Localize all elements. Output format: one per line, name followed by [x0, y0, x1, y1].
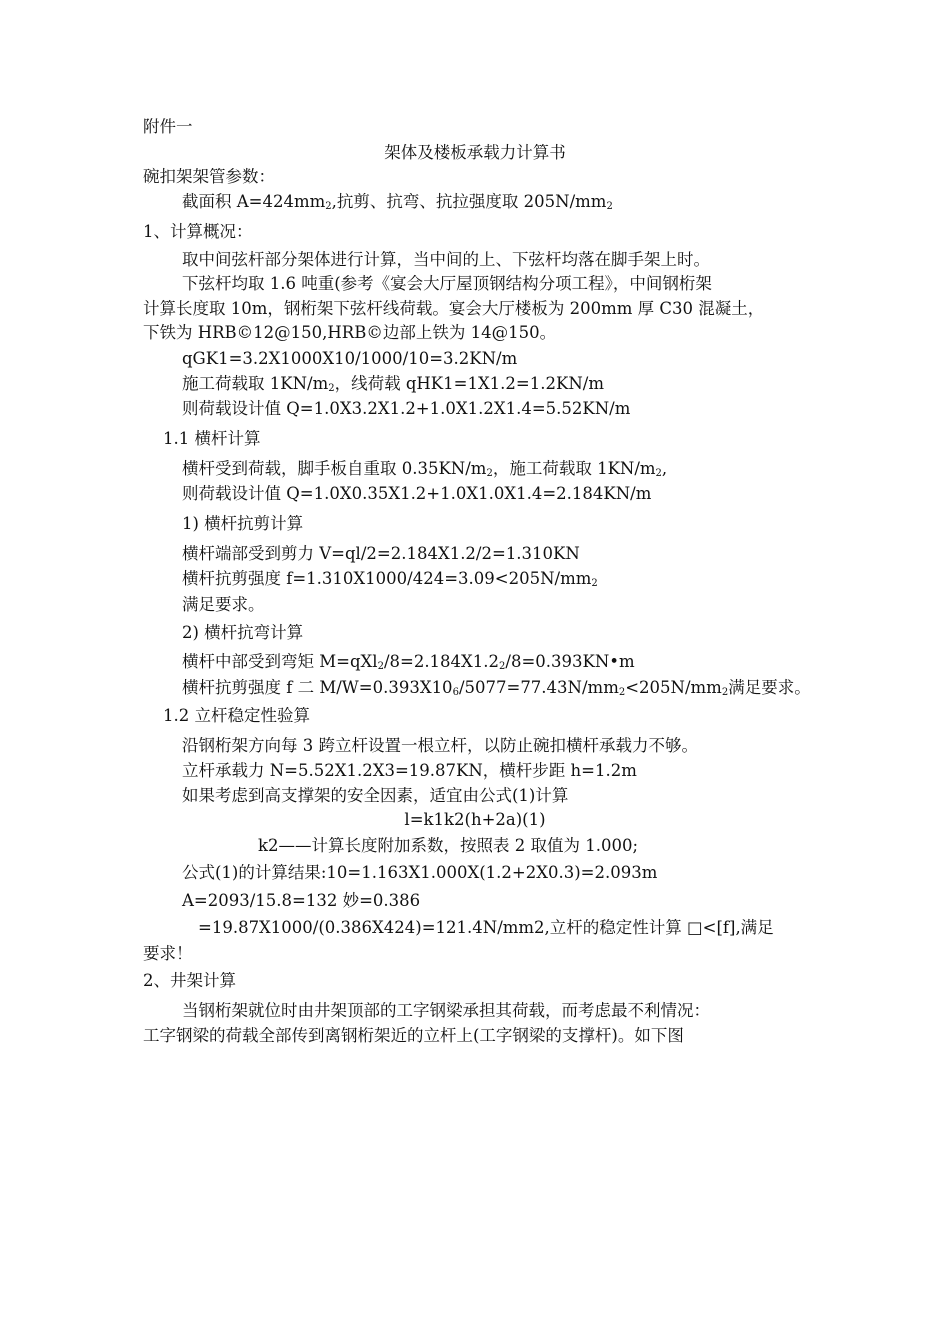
section-2-heading: 2、井架计算 — [143, 971, 236, 990]
subsection-1-1-heading: 1.1 横杆计算 — [163, 429, 261, 448]
formula-line: 横杆端部受到剪力 V=ql/2=2.184X1.2/2=1.310KN — [182, 544, 580, 563]
result-line: 满足要求。 — [182, 595, 265, 614]
item-2-heading: 2) 横杆抗弯计算 — [182, 623, 304, 642]
paragraph-line: 如果考虑到高支撑架的安全因素，适宜由公式(1)计算 — [182, 786, 569, 805]
pipe-params-heading: 碗扣架架管参数： — [143, 167, 275, 186]
paragraph-line: 工字钢梁的荷载全部传到离钢桁架近的立杆上(工字钢梁的支撑杆)。如下图 — [143, 1026, 684, 1045]
subsection-1-2-heading: 1.2 立杆稳定性验算 — [163, 706, 310, 725]
document-title: 架体及楼板承载力计算书 — [384, 143, 566, 162]
paragraph-line: 下铁为 HRB©12@150,HRB©边部上铁为 14@150。 — [143, 323, 557, 342]
formula-line: 立杆承载力 N=5.52X1.2X3=19.87KN，横杆步距 h=1.2m — [182, 761, 637, 780]
formula-line: =19.87X1000/(0.386X424)=121.4N/mm2,立杆的稳定性计算 □<[f],满足 — [198, 918, 774, 937]
paragraph-line: 下弦杆均取 1.6 吨重(参考《宴会大厅屋顶钢结构分项工程》，中间钢桁架 — [182, 274, 712, 293]
construction-load-line: 施工荷载取 $1KN/m_2$，线荷载 qHK1=1X1.2=1.2KN/m — [182, 374, 604, 394]
formula-line: l=k1k2(h+2a)(1) — [404, 810, 546, 829]
paragraph-line: k2——计算长度附加系数，按照表 2 取值为 1.000; — [258, 836, 639, 855]
bending-moment-line: 横杆中部受到弯矩 $M=qXl_2/8=2.184X1.2_2/8=0.393KN•m$ — [182, 652, 635, 672]
crossbar-load-line: 横杆受到荷载，脚手板自重取 $0.35KN/m_2$，施工荷载取 $1KN/m_2$, — [182, 459, 668, 479]
paragraph-line: 当钢桁架就位时由井架顶部的工字钢梁承担其荷载，而考虑最不利情况： — [182, 1001, 710, 1020]
section-area-line: 截面积 $A=424mm_2$,抗剪、抗弯、抗拉强度取 $205N/mm_2$ — [182, 192, 613, 212]
bending-strength-line: 横杆抗剪强度 f 二 $M/W=0.393X10_6/5077=77.43N/mm_2<205N/mm_2$满足要求。 — [182, 678, 811, 698]
paragraph-line: 沿钢桁架方向每 3 跨立杆设置一根立杆，以防止碗扣横杆承载力不够。 — [182, 736, 698, 755]
formula-line: A=2093/15.8=132 妙=0.386 — [182, 891, 421, 910]
shear-strength-line: 横杆抗剪强度 $f=1.310X1000/424=3.09<205N/mm_2$ — [182, 569, 598, 589]
paragraph-line: 计算长度取 10m，钢桁架下弦杆线荷载。宴会大厅楼板为 200mm 厚 C30 混凝土， — [143, 299, 765, 318]
item-1-heading: 1) 横杆抗剪计算 — [182, 514, 304, 533]
formula-line: 公式(1)的计算结果:10=1.163X1.000X(1.2+2X0.3)=2.093m — [182, 863, 658, 882]
appendix-label: 附件一 — [143, 117, 193, 136]
formula-line: qGK1=3.2X1000X10/1000/10=3.2KN/m — [182, 349, 518, 368]
paragraph-line: 取中间弦杆部分架体进行计算，当中间的上、下弦杆均落在脚手架上时。 — [182, 250, 710, 269]
formula-line: 则荷载设计值 Q=1.0X0.35X1.2+1.0X1.0X1.4=2.184KN/m — [182, 484, 652, 503]
formula-line: 则荷载设计值 Q=1.0X3.2X1.2+1.0X1.2X1.4=5.52KN/m — [182, 399, 631, 418]
section-1-heading: 1、计算概况： — [143, 222, 253, 241]
paragraph-line: 要求！ — [143, 944, 193, 963]
